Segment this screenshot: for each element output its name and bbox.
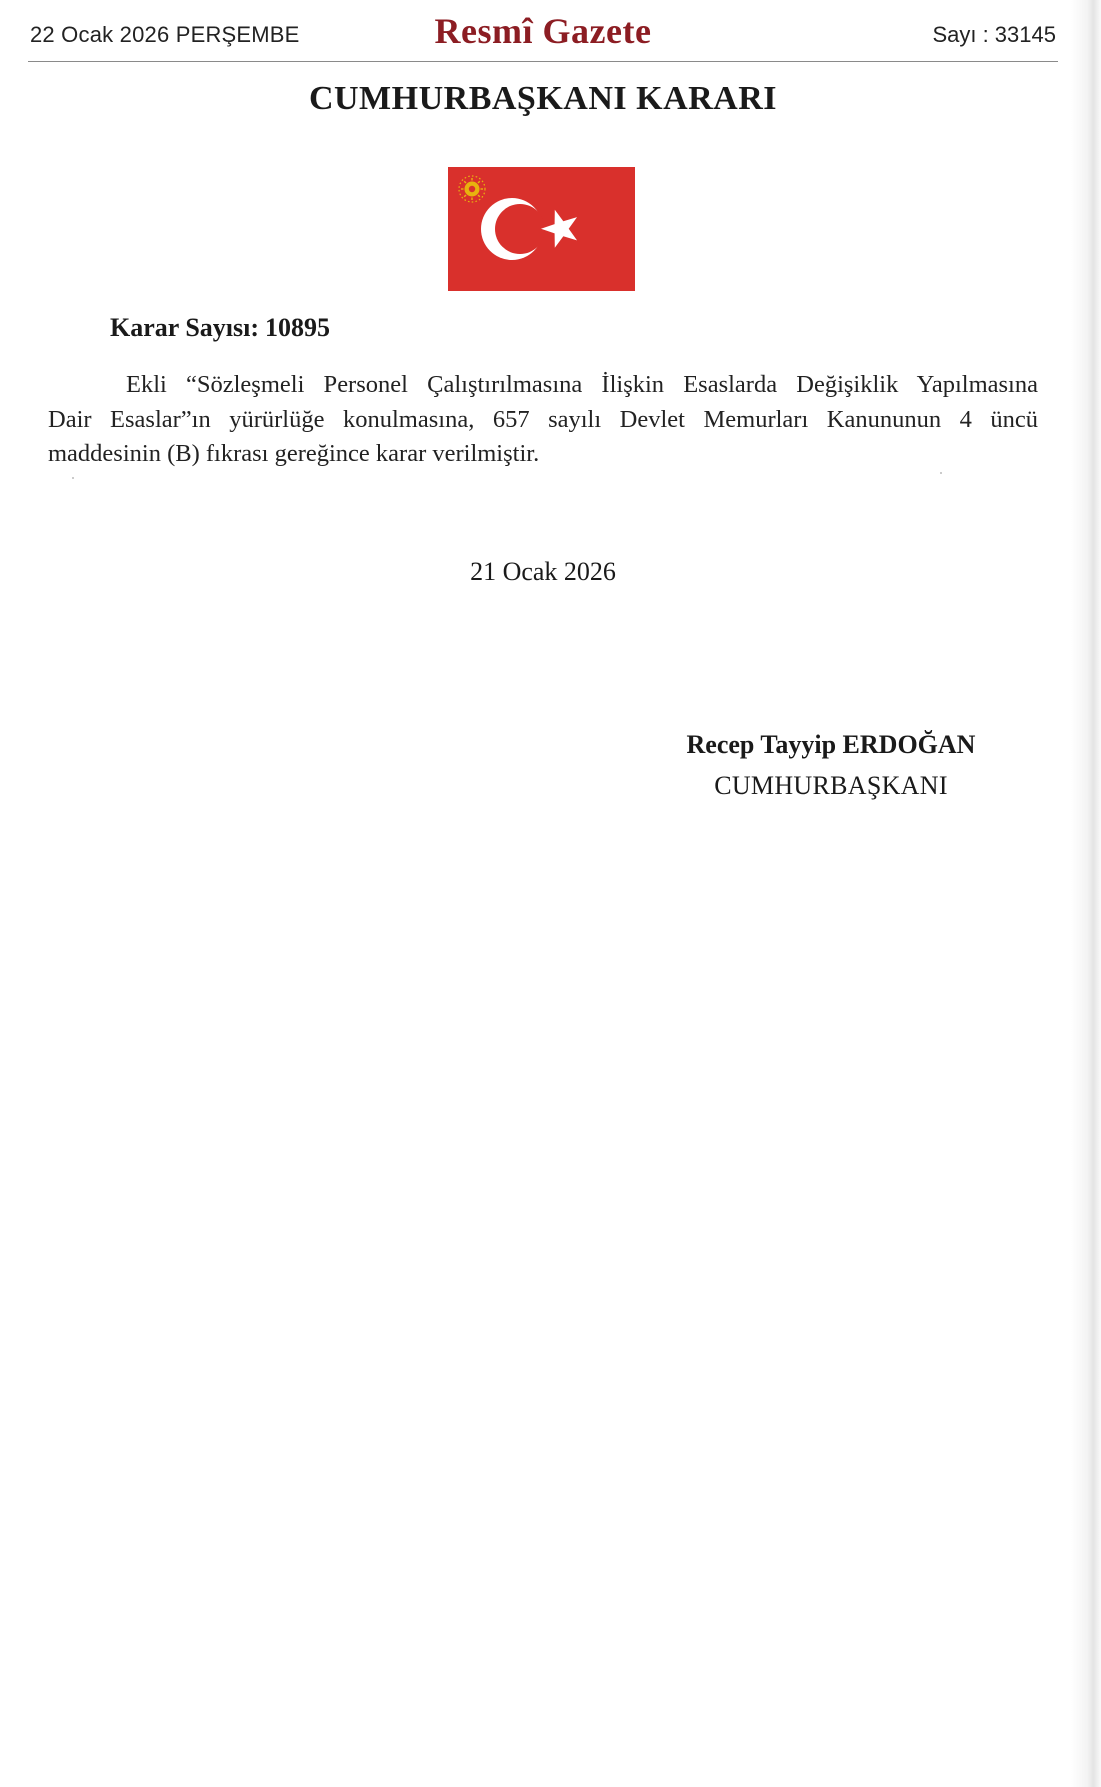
- header-date: 22 Ocak 2026 PERŞEMBE: [30, 22, 300, 47]
- body-line: maddesinin (B) fıkrası gereğince karar verilmiştir.: [48, 440, 540, 467]
- signing-date: 21 Ocak 2026: [470, 557, 616, 586]
- scan-speck: [72, 477, 74, 479]
- signatory-block: [636, 730, 1026, 801]
- decision-number-label: Karar Sayısı:: [110, 313, 260, 342]
- decision-number-value: 10895: [265, 313, 331, 342]
- header-issue-number: Sayı : 33145: [932, 22, 1056, 47]
- decree-body: [48, 368, 1038, 472]
- gazette-header: [28, 0, 1058, 62]
- page-edge-shadow: [1071, 0, 1101, 1787]
- flag-graphic: [448, 167, 635, 291]
- decree-heading: CUMHURBAŞKANI KARARI: [308, 80, 778, 117]
- signatory-title: CUMHURBAŞKANI: [714, 771, 948, 800]
- signatory-name: Recep Tayyip ERDOĞAN: [686, 730, 976, 759]
- decision-number: [110, 313, 330, 343]
- body-line: Ekli “Sözleşmeli Personel Çalıştırılmasına İlişkin Esaslarda Değişiklik Yapılmasına: [126, 371, 1038, 398]
- turkish-flag-icon: [448, 167, 635, 291]
- body-line: Dair Esaslar”ın yürürlüğe konulmasına, 657 sayılı Devlet Memurları Kanununun 4 üncü: [48, 405, 1038, 433]
- gazette-title: Resmî Gazete: [434, 11, 652, 51]
- scan-speck: [940, 472, 942, 474]
